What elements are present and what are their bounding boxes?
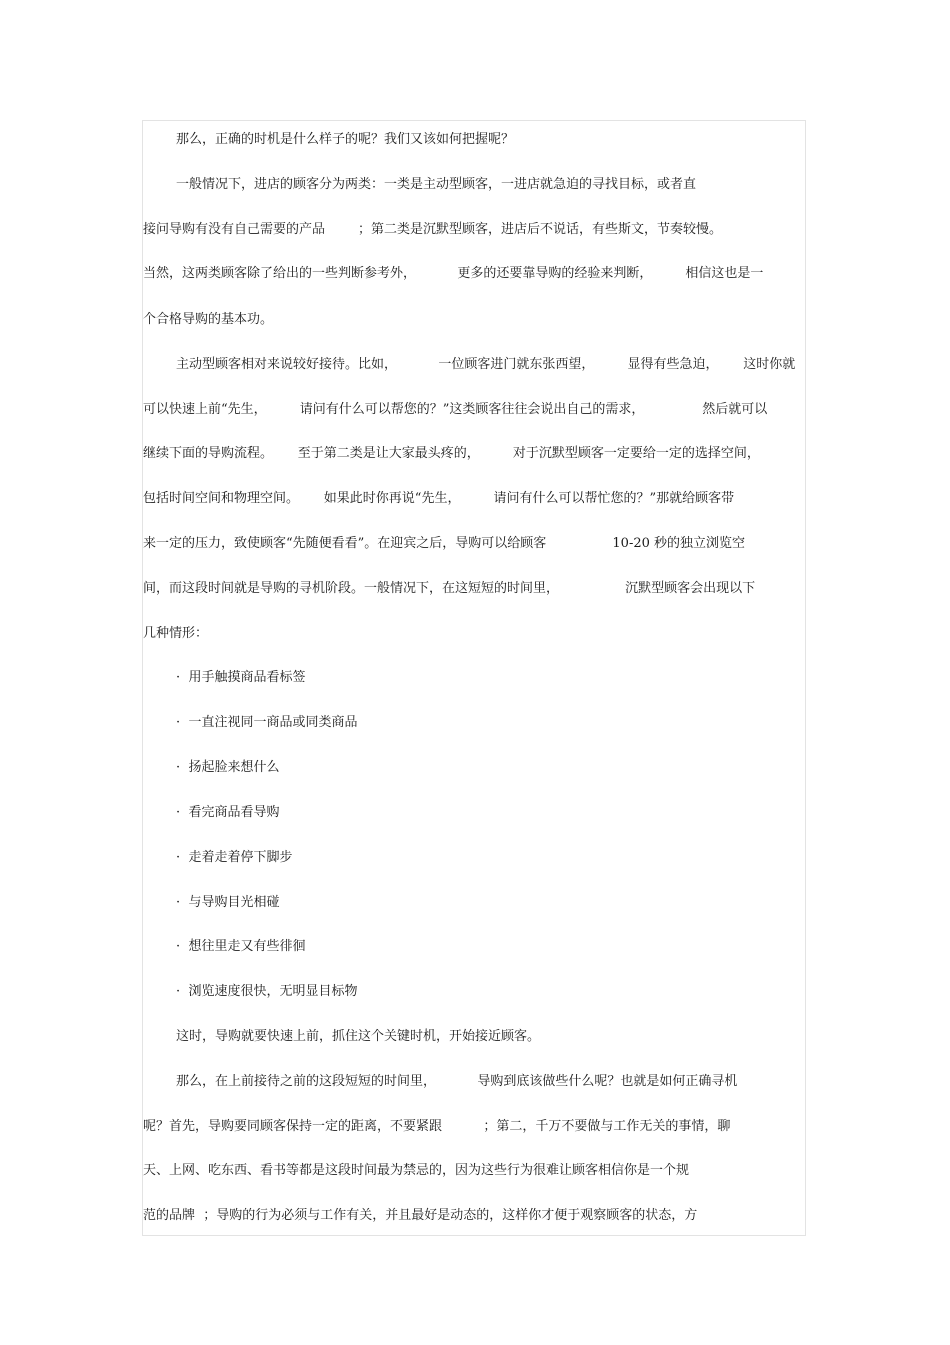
text-line: 几种情形： <box>143 626 209 641</box>
list-item: · 与导购目光相碰 <box>143 895 280 910</box>
list-item: · 想往里走又有些徘徊 <box>143 939 306 954</box>
text-line: 来一定的压力，致使顾客“先随便看看”。在迎宾之后，导购可以给顾客 10-20 秒的独立浏览空 <box>143 536 746 551</box>
text-line: 继续下面的导购流程。 至于第二类是让大家最头疼的， 对于沉默型顾客一定要给一定的选择空间， <box>143 446 760 461</box>
text-line: 接问导购有没有自己需要的产品 ；第二类是沉默型顾客，进店后不说话，有些斯文，节奏较慢。 <box>143 222 723 237</box>
text-line: 范的品牌 ；导购的行为必须与工作有关，并且最好是动态的，这样你才便于观察顾客的状态，方 <box>143 1208 698 1223</box>
text-line: 天、上网、吃东西、看书等都是这段时间最为禁忌的，因为这些行为很难让顾客相信你是一个规 <box>143 1163 690 1178</box>
list-item: · 走着走着停下脚步 <box>143 850 293 865</box>
list-item: · 浏览速度很快，无明显目标物 <box>143 984 358 999</box>
text-line: 包括时间空间和物理空间。 如果此时你再说“先生， 请问有什么可以帮忙您的？”那就给顾客带 <box>143 491 735 506</box>
list-item: · 用手触摸商品看标签 <box>143 670 306 685</box>
text-line: 当然，这两类顾客除了给出的一些判断参考外， 更多的还要靠导购的经验来判断， 相信这也是一 <box>143 266 764 281</box>
text-line: 呢？首先，导购要同顾客保持一定的距离，不要紧跟 ；第二，千万不要做与工作无关的事情，聊 <box>143 1119 731 1134</box>
page-frame <box>142 120 806 1236</box>
text-line: 可以快速上前“先生， 请问有什么可以帮您的？”这类顾客往往会说出自己的需求， 然后就可以 <box>143 402 768 417</box>
text-line: 这时，导购就要快速上前，抓住这个关键时机，开始接近顾客。 <box>143 1029 541 1044</box>
text-line: 那么，正确的时机是什么样子的呢？我们又该如何把握呢？ <box>143 132 515 147</box>
list-item: · 一直注视同一商品或同类商品 <box>143 715 358 730</box>
list-item: · 看完商品看导购 <box>143 805 280 820</box>
text-line: 主动型顾客相对来说较好接待。比如， 一位顾客进门就东张西望， 显得有些急迫， 这时你就 <box>143 357 796 372</box>
text-line: 间，而这段时间就是导购的寻机阶段。一般情况下，在这短短的时间里， 沉默型顾客会出现以下 <box>143 581 756 596</box>
text-line: 一般情况下，进店的顾客分为两类：一类是主动型顾客，一进店就急迫的寻找目标，或者直 <box>143 177 697 192</box>
list-item: · 扬起脸来想什么 <box>143 760 280 775</box>
text-line: 个合格导购的基本功。 <box>143 312 274 327</box>
text-line: 那么，在上前接待之前的这段短短的时间里， 导购到底该做些什么呢？也就是如何正确寻机 <box>143 1074 738 1089</box>
